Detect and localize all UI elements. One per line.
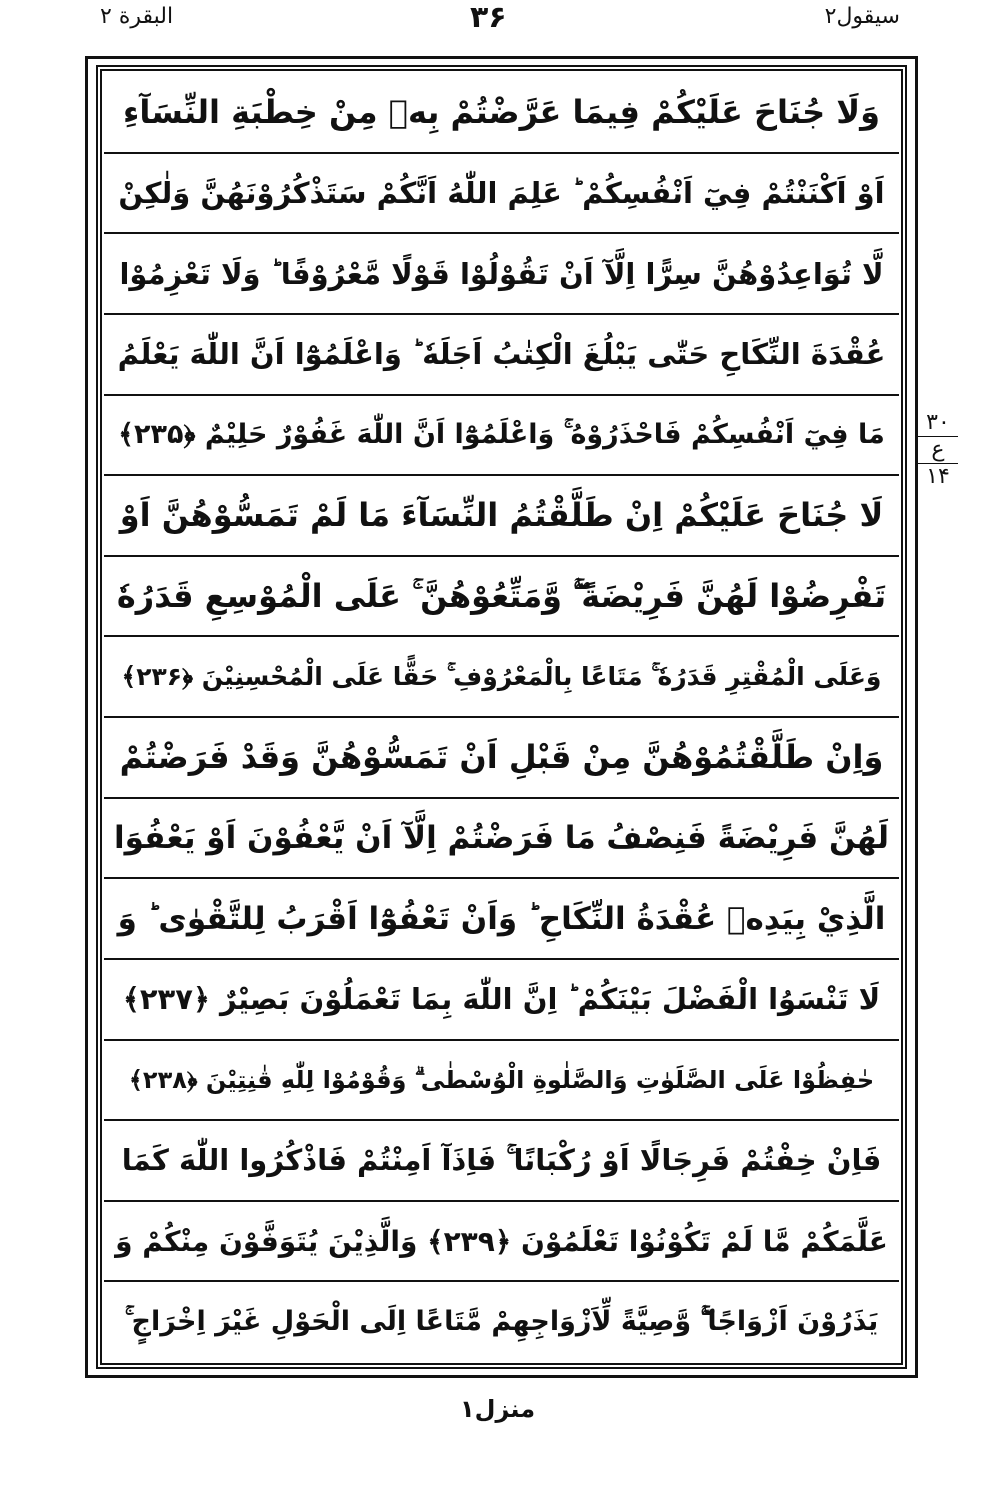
verse-line-15: عَلَّمَكُمْ مَّا لَمْ تَكُوْنُوْا تَعْلَمُوْنَ ﴿۲۳۹﴾ وَالَّذِيْنَ يُتَوَفَّوْنَ مِنْكُمْ وَ [104,1202,899,1283]
verse-line-1: وَلَا جُنَاحَ عَلَيْكُمْ فِيمَا عَرَّضْتُمْ بِهٖ مِنْ خِطْبَةِ النِّسَآءِ [104,73,899,154]
verse-line-16: يَذَرُوْنَ اَزْوَاجًا ۚۖ وَّصِيَّةً لِّاَزْوَاجِهِمْ مَّتَاعًا اِلَى الْحَوْلِ غَيْرَ اِخْرَاجٍ ۚ [124,1305,879,1337]
ruku-marker [918,410,958,490]
ruku-top-number: ۳۰ [918,410,958,437]
ruku-bottom-number: ۱۴ [926,464,950,489]
surah-name: البقرة ۲ [100,4,174,29]
page-number: ۳۶ [470,0,507,35]
verse-line-2: اَوْ اَكْنَنْتُمْ فِيٓ اَنْفُسِكُمْ ؕ عَلِمَ اللّٰهُ اَنَّكُمْ سَتَذْكُرُوْنَهُنَّ وَلٰكِنْ [104,154,899,235]
verse-line-14: فَاِنْ خِفْتُمْ فَرِجَالًا اَوْ رُكْبَانًا ۚ فَاِذَآ اَمِنْتُمْ فَاذْكُرُوا اللّٰهَ كَمَا [104,1121,899,1202]
verse-line-6: لَا جُنَاحَ عَلَيْكُمْ اِنْ طَلَّقْتُمُ النِّسَآءَ مَا لَمْ تَمَسُّوْهُنَّ اَوْ [104,476,899,557]
verse-line-11: الَّذِيْ بِيَدِهٖ عُقْدَةُ النِّكَاحِ ؕ وَاَنْ تَعْفُوْٓا اَقْرَبُ لِلتَّقْوٰى ؕ وَ [104,879,899,960]
verse-line-7: تَفْرِضُوْا لَهُنَّ فَرِيْضَةً ۚۖ وَّمَتِّعُوْهُنَّ ۚ عَلَى الْمُوْسِعِ قَدَرُهٗ [104,557,899,638]
ruku-symbol: ع [918,437,958,464]
verse-line-3: لَّا تُوَاعِدُوْهُنَّ سِرًّا اِلَّآ اَنْ تَقُوْلُوْا قَوْلًا مَّعْرُوْفًا ؕ وَلَا تَعْزِمُوْا [104,234,899,315]
verse-line-8: وَعَلَى الْمُقْتِرِ قَدَرُهٗ ۚ مَتَاعًا بِالْمَعْرُوْفِ ۚ حَقًّا عَلَى الْمُحْسِنِيْنَ ﴿۲۳۶﴾ [104,637,899,718]
verse-line-5: مَا فِيٓ اَنْفُسِكُمْ فَاحْذَرُوْهُ ۚ وَاعْلَمُوْٓا اَنَّ اللّٰهَ غَفُوْرٌ حَلِيْمٌ ﴿۲۳۵﴾ [104,396,899,477]
manzil-label: منزل۱ [460,1395,536,1423]
verse-line-12: لَا تَنْسَوُا الْفَضْلَ بَيْنَكُمْ ؕ اِنَّ اللّٰهَ بِمَا تَعْمَلُوْنَ بَصِيْرٌ ﴿۲۳۷﴾ [104,960,899,1041]
verse-line-10: لَهُنَّ فَرِيْضَةً فَنِصْفُ مَا فَرَضْتُمْ اِلَّآ اَنْ يَّعْفُوْنَ اَوْ يَعْفُوَا [104,799,899,880]
verse-line-13: حٰفِظُوْا عَلَى الصَّلَوٰتِ وَالصَّلٰوةِ الْوُسْطٰى ۗ وَقُوْمُوْا لِلّٰهِ قٰنِتِيْنَ ﴿۲۳۸﴾ [104,1041,899,1122]
juz-name: سیقول۲ [824,4,900,29]
verse-text-block [104,73,899,1361]
verse-line-9: وَاِنْ طَلَّقْتُمُوْهُنَّ مِنْ قَبْلِ اَنْ تَمَسُّوْهُنَّ وَقَدْ فَرَضْتُمْ [104,718,899,799]
verse-line-4: عُقْدَةَ النِّكَاحِ حَتّٰى يَبْلُغَ الْكِتٰبُ اَجَلَهٗ ؕ وَاعْلَمُوْٓا اَنَّ اللّٰهَ يَعْلَمُ [104,315,899,396]
